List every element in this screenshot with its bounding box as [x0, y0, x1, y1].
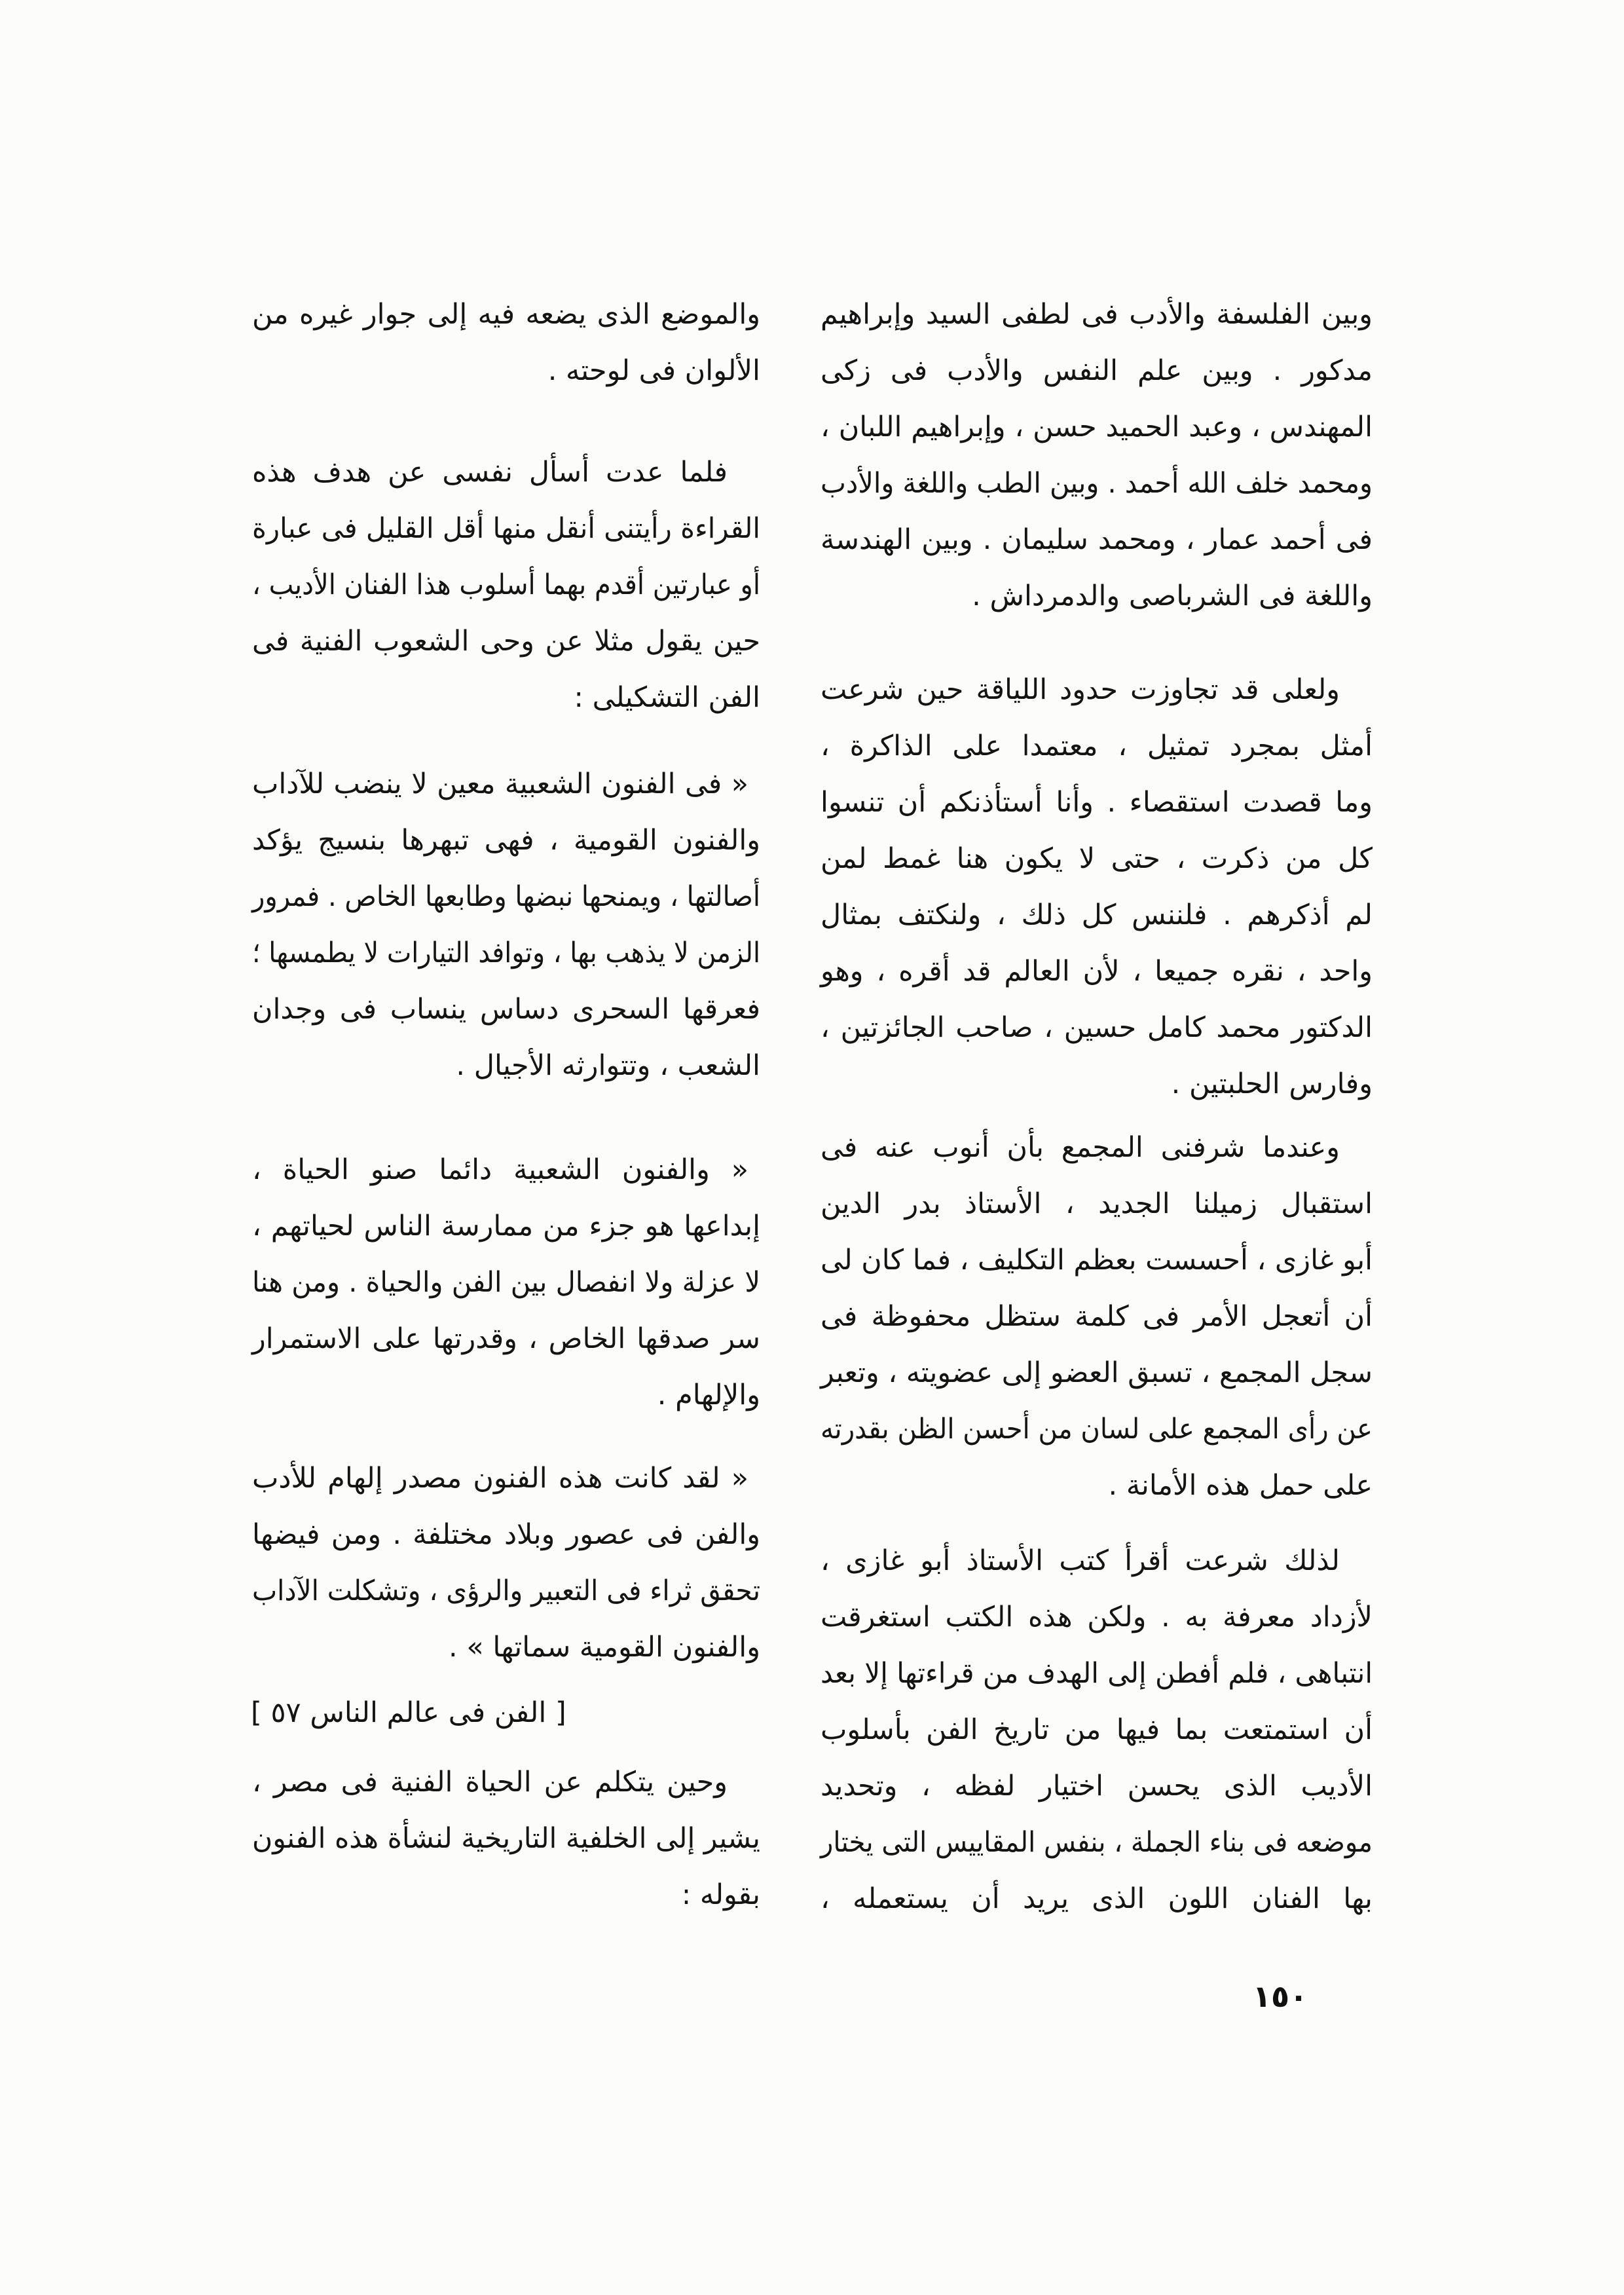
text-line: لأزداد معرفة به . ولكن هذه الكتب استغرقت: [821, 1601, 1373, 1633]
text-line: فعرقها السحرى دساس ينساب فى وجدان: [252, 993, 760, 1026]
quote-paragraph: [251, 756, 760, 1094]
text-line: استقبال زميلنا الجديد ، الأستاذ بدر الدين: [821, 1187, 1373, 1220]
text-line: والإلهام .: [657, 1379, 760, 1411]
text-line: « فى الفنون الشعبية معين لا ينضب للآداب: [251, 768, 748, 800]
paragraph: [819, 1533, 1373, 1927]
text-line: أمثل بمجرد تمثيل ، معتمدا على الذاكرة ،: [821, 730, 1373, 762]
text-line: الشعب ، وتتوارثه الأجيال .: [456, 1049, 760, 1082]
paragraph: [251, 1754, 760, 1923]
text-line: بقوله :: [681, 1878, 760, 1911]
text-line: إبداعها هو جزء من ممارسة الناس لحياتهم ،: [252, 1210, 760, 1242]
text-line: القراءة رأيتنى أنقل منها أقل القليل فى عبارة: [252, 512, 760, 545]
text-line: وما قصدت استقصاء . وأنا أستأذنكم أن تنسوا: [821, 786, 1373, 819]
text-line: وبين الفلسفة والأدب فى لطفى السيد وإبراهيم: [821, 298, 1373, 331]
citation: [ الفن فى عالم الناس ٥٧ ]: [251, 1696, 566, 1729]
text-line: وفارس الحلبتين .: [1171, 1068, 1373, 1100]
text-line: مدكور . وبين علم النفس والأدب فى زكى: [821, 354, 1373, 387]
text-line: وحين يتكلم عن الحياة الفنية فى مصر ،: [251, 1766, 728, 1799]
text-line: أبو غازى ، أحسست بعظم التكليف ، فما كان لى: [820, 1244, 1373, 1277]
page-number: ١٥٠: [1252, 1979, 1308, 2014]
paragraph: [251, 286, 760, 399]
text-line: سر صدقها الخاص ، وقدرتها على الاستمرار: [252, 1322, 760, 1355]
text-line: الفن التشكيلى :: [574, 681, 760, 714]
text-line: واللغة فى الشرباصى والدمرداش .: [972, 580, 1373, 612]
text-line: عن رأى المجمع على لسان من أحسن الظن بقدرته: [820, 1413, 1373, 1446]
text-line: المهندس ، وعبد الحميد حسن ، وإبراهيم اللبان ،: [821, 411, 1373, 443]
text-line: على حمل هذه الأمانة .: [1108, 1469, 1373, 1502]
text-line: الدكتور محمد كامل حسين ، صاحب الجائزتين ،: [821, 1011, 1373, 1044]
paragraph: [251, 444, 760, 726]
text-line: سجل المجمع ، تسبق العضو إلى عضويته ، وتعبر: [821, 1356, 1373, 1389]
text-line: انتباهى ، فلم أفطن إلى الهدف من قراءتها إلا بعد: [821, 1657, 1373, 1690]
paragraph: [819, 1119, 1373, 1514]
text-line: والفن فى عصور وبلاد مختلفة . ومن فيضها: [252, 1518, 760, 1551]
text-line: الزمن لا يذهب بها ، وتوافد التيارات لا يطمسها ؛: [252, 937, 761, 969]
text-line: فى أحمد عمار ، ومحمد سليمان . وبين الهندسة: [821, 523, 1373, 556]
quote-paragraph: [251, 1450, 760, 1675]
text-line: كل من ذكرت ، حتى لا يكون هنا غمط لمن: [821, 842, 1373, 875]
text-line: أن أتعجل الأمر فى كلمة ستظل محفوظة فى: [821, 1300, 1373, 1333]
text-line: أصالتها ، ويمنحها نبضها وطابعها الخاص . فمرور: [252, 880, 761, 913]
text-line: لم أذكرهم . فلننس كل ذلك ، ولنكتف بمثال: [821, 899, 1373, 931]
text-line: « والفنون الشعبية دائما صنو الحياة ،: [251, 1153, 748, 1186]
text-line: أو عبارتين أقدم بهما أسلوب هذا الفنان الأديب ،: [252, 569, 760, 601]
text-line: حين يقول مثلا عن وحى الشعوب الفنية فى: [252, 625, 760, 658]
text-line: والفنون القومية سماتها » .: [449, 1631, 760, 1664]
text-line: يشير إلى الخلفية التاريخية لنشأة هذه الفنون: [252, 1822, 760, 1855]
text-line: لذلك شرعت أقرأ كتب الأستاذ أبو غازى ،: [820, 1544, 1340, 1577]
text-line: والموضع الذى يضعه فيه إلى جوار غيره من: [252, 298, 760, 331]
text-line: وعندما شرفنى المجمع بأن أنوب عنه فى: [820, 1131, 1340, 1164]
text-line: ولعلى قد تجاوزت حدود اللياقة حين شرعت: [820, 673, 1340, 706]
text-line: لا عزلة ولا انفصال بين الفن والحياة . ومن هنا: [251, 1266, 760, 1299]
text-line: « لقد كانت هذه الفنون مصدر إلهام للأدب: [251, 1462, 748, 1495]
text-line: موضعه فى بناء الجملة ، بنفس المقاييس التى يختار: [821, 1826, 1373, 1859]
text-line: أن استمتعت بما فيها من تاريخ الفن بأسلوب: [821, 1713, 1373, 1746]
text-line: فلما عدت أسأل نفسى عن هدف هذه: [251, 456, 728, 489]
text-line: الألوان فى لوحته .: [547, 354, 760, 387]
text-line: بها الفنان اللون الذى يريد أن يستعمله ،: [821, 1882, 1373, 1915]
paragraph: [819, 286, 1373, 624]
text-line: واحد ، نقره جميعا ، لأن العالم قد أقره ، وهو: [821, 955, 1373, 988]
paragraph: [819, 662, 1373, 1112]
citation-block: [251, 1685, 760, 1741]
text-line: الأديب الذى يحسن اختيار لفظه ، وتحديد: [821, 1770, 1373, 1802]
quote-paragraph: [251, 1142, 760, 1423]
text-line: والفنون القومية ، فهى تبهرها بنسيج يؤكد: [252, 824, 760, 857]
text-line: تحقق ثراء فى التعبير والرؤى ، وتشكلت الآداب: [251, 1575, 761, 1607]
text-line: ومحمد خلف الله أحمد . وبين الطب واللغة والأدب: [820, 467, 1373, 500]
